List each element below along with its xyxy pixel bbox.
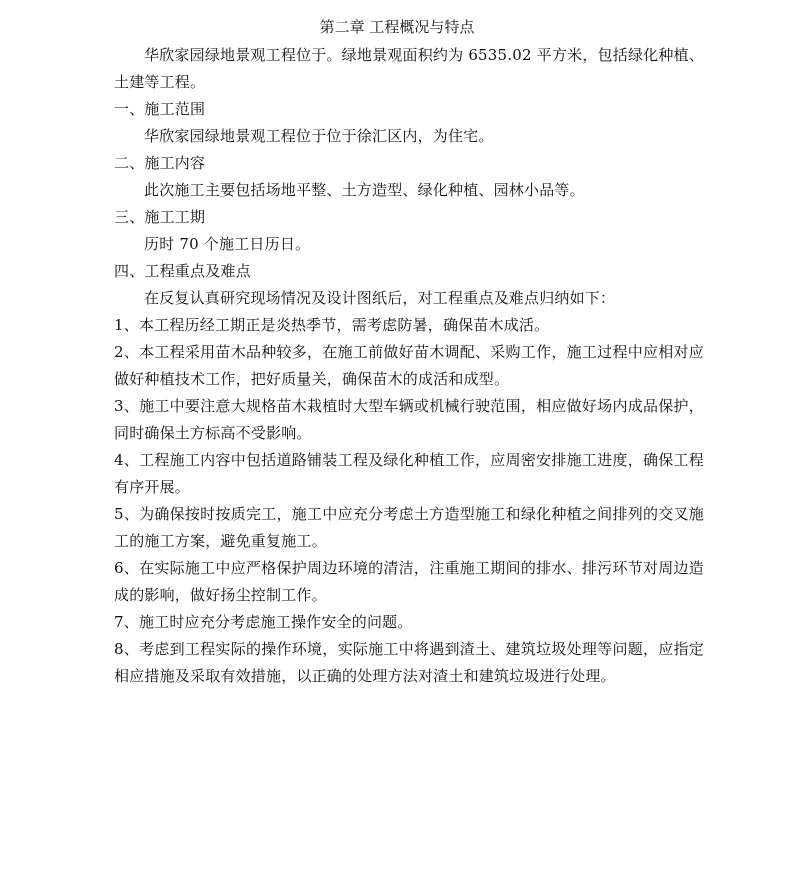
document-body: [114, 42, 704, 690]
key-point-item: 2、本工程采用苗木品种较多，在施工前做好苗木调配、采购工作，施工过程中应相对应做好种植技术工作，把好质量关，确保苗木的成活和成型。: [114, 343, 704, 388]
section-body-content: 此次施工主要包括场地平整、土方造型、绿化种植、园林小品等。: [144, 181, 585, 199]
section-heading-content: 二、施工内容: [114, 154, 206, 172]
key-point-item: 7、施工时应充分考虑施工操作安全的问题。: [114, 613, 413, 631]
intro-paragraph: 华欣家园绿地景观工程位于。绿地景观面积约为 6535.02 平方米，包括绿化种植、土建等工程。: [114, 46, 704, 91]
chapter-title: 第二章 工程概况与特点: [319, 18, 475, 36]
section-heading-duration: 三、施工工期: [114, 208, 206, 226]
key-point-item: 3、施工中要注意大规格苗木栽植时大型车辆或机械行驶范围，相应做好场内成品保护，同时确保土方标高不受影响。: [114, 397, 704, 442]
section-heading-key-points: 四、工程重点及难点: [114, 262, 251, 280]
key-point-item: 6、在实际施工中应严格保护周边环境的清洁，注重施工期间的排水、排污环节对周边造成的影响，做好扬尘控制工作。: [114, 559, 704, 604]
section-body-scope: 华欣家园绿地景观工程位于位于徐汇区内，为住宅。: [144, 127, 494, 145]
key-point-item: 4、工程施工内容中包括道路铺装工程及绿化种植工作，应周密安排施工进度，确保工程有序开展。: [114, 451, 704, 496]
key-point-item: 5、为确保按时按质完工，施工中应充分考虑土方造型施工和绿化种植之间排列的交叉施工的施工方案，避免重复施工。: [114, 505, 704, 550]
section-body-duration: 历时 70 个施工日历日。: [144, 235, 311, 253]
key-point-item: 1、本工程历经工期正是炎热季节，需考虑防暑，确保苗木成活。: [114, 316, 550, 334]
key-point-item: 8、考虑到工程实际的操作环境，实际施工中将遇到渣土、建筑垃圾处理等问题，应指定相应措施及采取有效措施，以正确的处理方法对渣土和建筑垃圾进行处理。: [114, 640, 704, 685]
section-body-key-points: 在反复认真研究现场情况及设计图纸后，对工程重点及难点归纳如下：: [144, 289, 616, 307]
section-heading-scope: 一、施工范围: [114, 100, 206, 118]
